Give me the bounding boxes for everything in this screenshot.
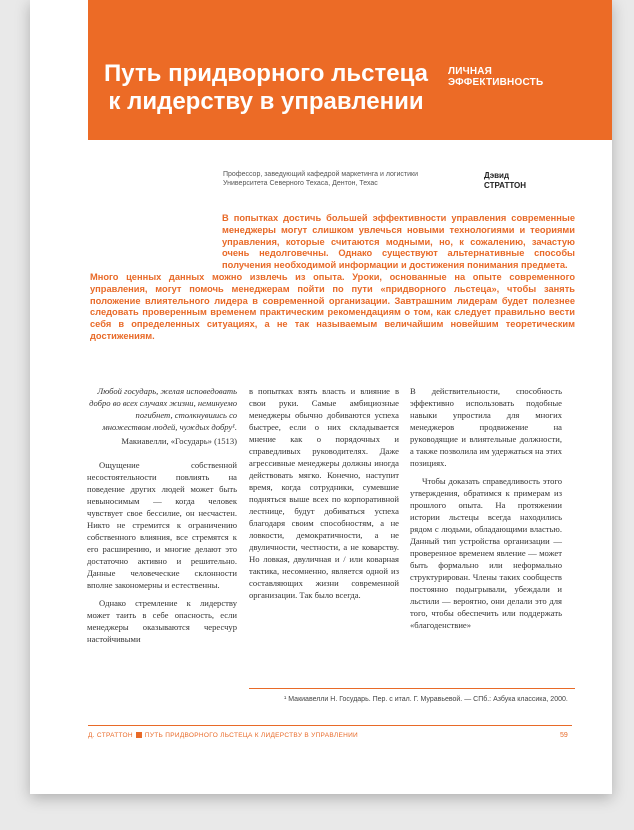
lead-p2: Много ценных данных можно извлечь из опыта. Уроки, основанные на опыте современного управления, могут помочь менеджерам пойти по пути «придворного льстеца», чтобы занять положение влиятельного лидера в современной организации. Завтрашним лидерам будет полезнее следовать проверенным временем практическим рекомендациям о том, как следует правильно вести себя в определенных ситуациях, а не так называемым величайшим новейшим теоретическим достижениям. xyxy=(90,271,575,341)
page-number: 59 xyxy=(560,732,568,739)
column-2 xyxy=(249,385,399,607)
body-paragraph: В действительности, способность эффективно использовать подобные навыки упростила для многих менеджеров продвижение на руководящие и влиятельные должности, а также позволила им удержаться на этих позициях. xyxy=(410,386,562,468)
body-paragraph: Чтобы доказать справедливость этого утверждения, обратимся к примерам из прошлого опыта. На протяжении истории льстецы всегда находились рядом с людьми, обладающими властью. Данный тип устройства организации — проверенное временем явление — может быть формально или неформально структурирован. Члены таких сообществ постоянно подыгрывали, убеждали и льстили — вероятно, они делали это для того, чтобы обеспечить или поддержать «благоденствие» xyxy=(410,476,562,630)
running-footer xyxy=(88,732,358,739)
footer-author: Д. СТРАТТОН xyxy=(88,732,133,739)
epigraph-source: Макиавелли, «Государь» (1513) xyxy=(121,436,237,446)
title-line-2: к лидерству в управлении xyxy=(108,88,424,115)
footnote-divider xyxy=(249,688,575,689)
author-last-name: СТРАТТОН xyxy=(484,181,527,190)
body-paragraph: Однако стремление к лидерству может таить в себе опасность, если менеджеры оказываются чересчур настойчивыми xyxy=(87,598,237,644)
lead-paragraph xyxy=(90,213,575,343)
affiliation-line-2: Университета Северного Техаса, Дентон, Техас xyxy=(223,180,378,187)
affiliation-line-1: Профессор, заведующий кафедрой маркетинга и логистики xyxy=(223,171,418,178)
section-label xyxy=(448,66,543,88)
magazine-page xyxy=(30,0,612,794)
author-affiliation xyxy=(223,170,443,188)
footer-title: ПУТЬ ПРИДВОРНОГО ЛЬСТЕЦА К ЛИДЕРСТВУ В УПРАВЛЕНИИ xyxy=(144,732,359,739)
body-paragraph: в попытках взять власть и влияние в свои руки. Самые амбициозные менеджеры обычно добиваются успеха быстрее, если о них складывается мнение как о порядочных и справедливых руководителях. Даже агрессивные менеджеры должны иногда действовать мягко. Конечно, наступит время, когда сотрудники, сумевшие подняться выше всех по корпоративной лестнице, будут добиваться успеха благодаря своим способностям, а не ловкости, демократичности, а не двуличности, честности, а не коварству. Но ловкая, двуличная и / или коварная тактика, несомненно, является одной из составляющих жизни современной организации. Так было всегда. xyxy=(249,386,399,600)
section-line-2: ЭФФЕКТИВНОСТЬ xyxy=(448,77,544,88)
column-1 xyxy=(87,385,237,651)
epigraph-text: Любой государь, желая исповедовать добро во всех случаях жизни, неминуемо погибнет, столкнувшись со множеством людей, чуждых добру¹. xyxy=(89,386,237,432)
square-icon xyxy=(136,732,142,738)
author-name xyxy=(484,171,526,191)
footer-divider xyxy=(88,725,572,726)
footnote: ¹ Макиавелли Н. Государь. Пер. с итал. Г. Муравьевой. — СПб.: Азбука классика, 2000. xyxy=(284,696,568,703)
column-3 xyxy=(410,385,562,637)
article-title xyxy=(86,60,446,116)
lead-p1: В попытках достичь большей эффективности управления современные менеджеры могут слишком увлечься новыми технологиями и теориями управления, которые считаются модными, но, к сожалению, зачастую очень недолговечны. Однако существуют альтернативные способы получения необходимой информации и достижения понимания предмета. xyxy=(222,213,575,271)
title-line-1: Путь придворного льстеца xyxy=(104,60,428,87)
section-line-1: ЛИЧНАЯ xyxy=(448,66,493,77)
author-first-name: Дэвид xyxy=(484,171,510,180)
body-paragraph: Ощущение собственной несостоятельности повлиять на поведение других людей может быть невыносимым — когда человек чувствует свое бессилие, он несчастен. Никто не стремится к ограничению собственного влияния, все стремятся к его расширению, и многие делают это достаточно активно и решительно. Данные человеческие склонности вполне закономерны и естественны. xyxy=(87,460,237,590)
